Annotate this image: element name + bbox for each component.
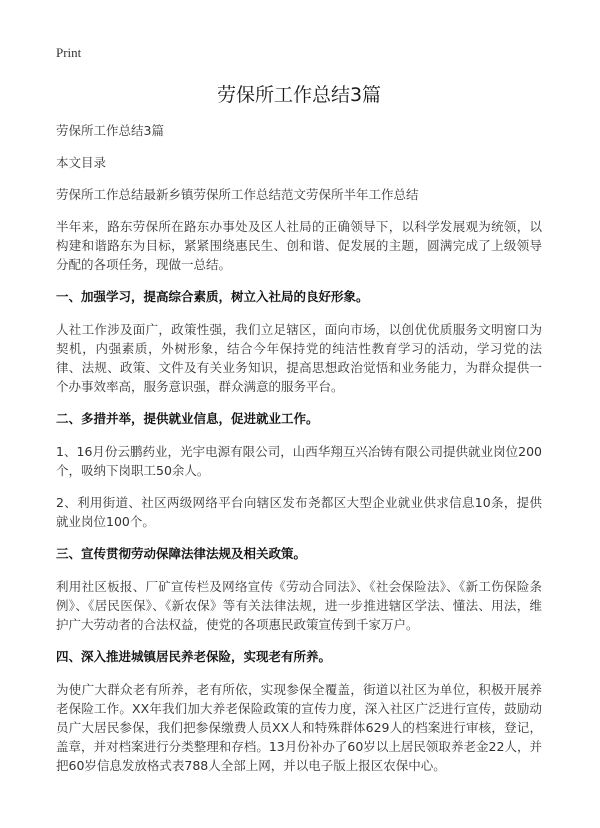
section-3-heading: 三、宣传贯彻劳动保障法律法规及相关政策。 [56,546,307,561]
section-2-item-2: 2、利用街道、社区两级网络平台向辖区发布尧都区大型企业就业供求信息10条，提供就业岗位100个。 [56,495,542,529]
section-4-body: 为使广大群众老有所养，老有所依，实现参保全覆盖，街道以社区为单位，积极开展养老保险工作。XX年我们加大养老保险政策的宣传力度，深入社区广泛进行宣传，鼓励动员广大居民参保，我们把参保缴费人员XX人和特殊群体629人的档案进行审核，登记，盖章，并对档案进行分类整理和存档。13月份补办了60岁以上居民领取养老金22人，并把60岁信息发放格式表788人全部上网，并以电子版上报区农保中心。 [56,682,542,773]
section-4-heading: 四、深入推进城镇居民养老保险，实现老有所养。 [56,649,332,664]
toc-line[interactable]: 劳保所工作总结最新乡镇劳保所工作总结范文劳保所半年工作总结 [56,187,419,202]
intro-paragraph: 半年来，路东劳保所在路东办事处及区人社局的正确领导下，以科学发展观为统领，以构建和谐路东为目标，紧紧围绕惠民生、创和谐、促发展的主题，圆满完成了上级领导分配的各项任务，现做一总结。 [56,219,542,272]
section-2-heading: 二、多措并举，提供就业信息，促进就业工作。 [56,411,319,426]
section-1-body: 人社工作涉及面广，政策性强，我们立足辖区，面向市场，以创优优质服务文明窗口为契机，内强素质，外树形象，结合今年保持党的纯洁性教育学习的活动，学习党的法律、法规、政策、文件及有关业务知识，提高思想政治觉悟和业务能力，为群众提供一个办事效率高，服务意识强，群众满意的服务平台。 [56,322,542,394]
document-subtitle: 劳保所工作总结3篇 [56,123,164,138]
toc-label: 本文目录 [56,155,107,170]
section-2-item-1: 1、16月份云鹏药业，光宇电源有限公司，山西华翔互兴冶铸有限公司提供就业岗位200个，吸纳下岗职工50余人。 [56,444,542,478]
document-title: 劳保所工作总结3篇 [216,84,382,106]
section-3-body: 利用社区板报、厂矿宣传栏及网络宣传《劳动合同法》、《社会保险法》、《新工伤保险条例》、《居民医保》、《新农保》等有关法律法规，进一步推进辖区学法、懂法、用法，维护广大劳动者的合法权益，使党的各项惠民政策宣传到千家万户。 [56,579,542,632]
print-link[interactable]: Print [56,45,82,60]
section-1-heading: 一、加强学习，提高综合素质，树立入社局的良好形象。 [56,289,369,304]
